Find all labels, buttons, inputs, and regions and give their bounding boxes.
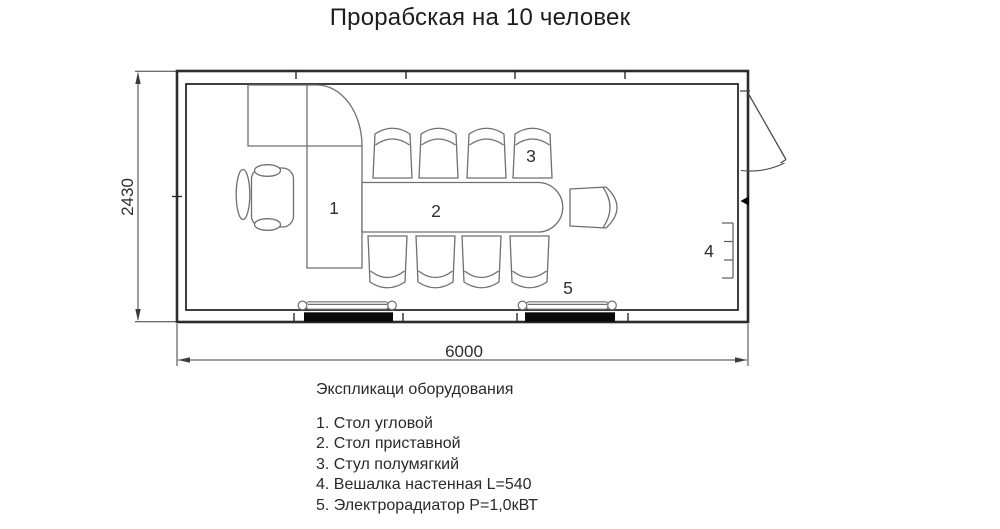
chair-bottom-4 [510, 236, 549, 288]
chair-top-3 [467, 128, 506, 178]
office-chair-armrest-bottom [255, 219, 281, 231]
legend-item-1: 1. Стол угловой [316, 415, 433, 432]
chair-bottom-1 [368, 236, 407, 288]
entrance-arrow-icon [741, 196, 750, 206]
door-leaf [748, 93, 786, 160]
window-openings [304, 312, 615, 322]
legend-heading: Экспликаци оборудования [316, 381, 514, 398]
label-side-table: 2 [431, 201, 441, 221]
legend-item-2: 2. Стол приставной [316, 435, 461, 453]
office-chair [236, 165, 293, 231]
dim-height-label: 2430 [118, 178, 137, 216]
label-chair: 3 [526, 146, 536, 166]
legend-item-5: 5. Электрорадиатор P=1,0кВТ [316, 496, 538, 514]
dimension-width [177, 324, 748, 366]
door-leaf-end [781, 160, 787, 164]
window-opening-right [525, 312, 615, 322]
label-corner-desk: 1 [329, 198, 339, 218]
dimension-height [118, 71, 177, 321]
chair-table-end [570, 187, 617, 228]
chairs-bottom-row [368, 236, 549, 288]
dim-width-label: 6000 [445, 342, 483, 361]
equipment-legend [316, 381, 538, 516]
office-chair-armrest-top [255, 165, 281, 177]
chair-bottom-3 [462, 236, 501, 288]
chair-top-1 [373, 128, 412, 178]
window-opening-left [304, 312, 393, 322]
page-title: Прорабская на 10 человек [329, 4, 631, 31]
label-wall-hanger: 4 [704, 241, 714, 261]
radiator-left [298, 301, 396, 310]
wall-hanger [722, 223, 733, 278]
radiator-right [518, 301, 616, 310]
office-chair-backrest [236, 170, 250, 220]
chair-top-2 [419, 128, 458, 178]
side-table [362, 183, 563, 233]
chair-bottom-2 [416, 236, 455, 288]
office-chair-seat [252, 168, 294, 227]
legend-item-3: 3. Стул полумягкий [316, 455, 460, 473]
label-radiator: 5 [563, 278, 573, 298]
legend-item-4: 4. Вешалка настенная L=540 [316, 476, 532, 494]
